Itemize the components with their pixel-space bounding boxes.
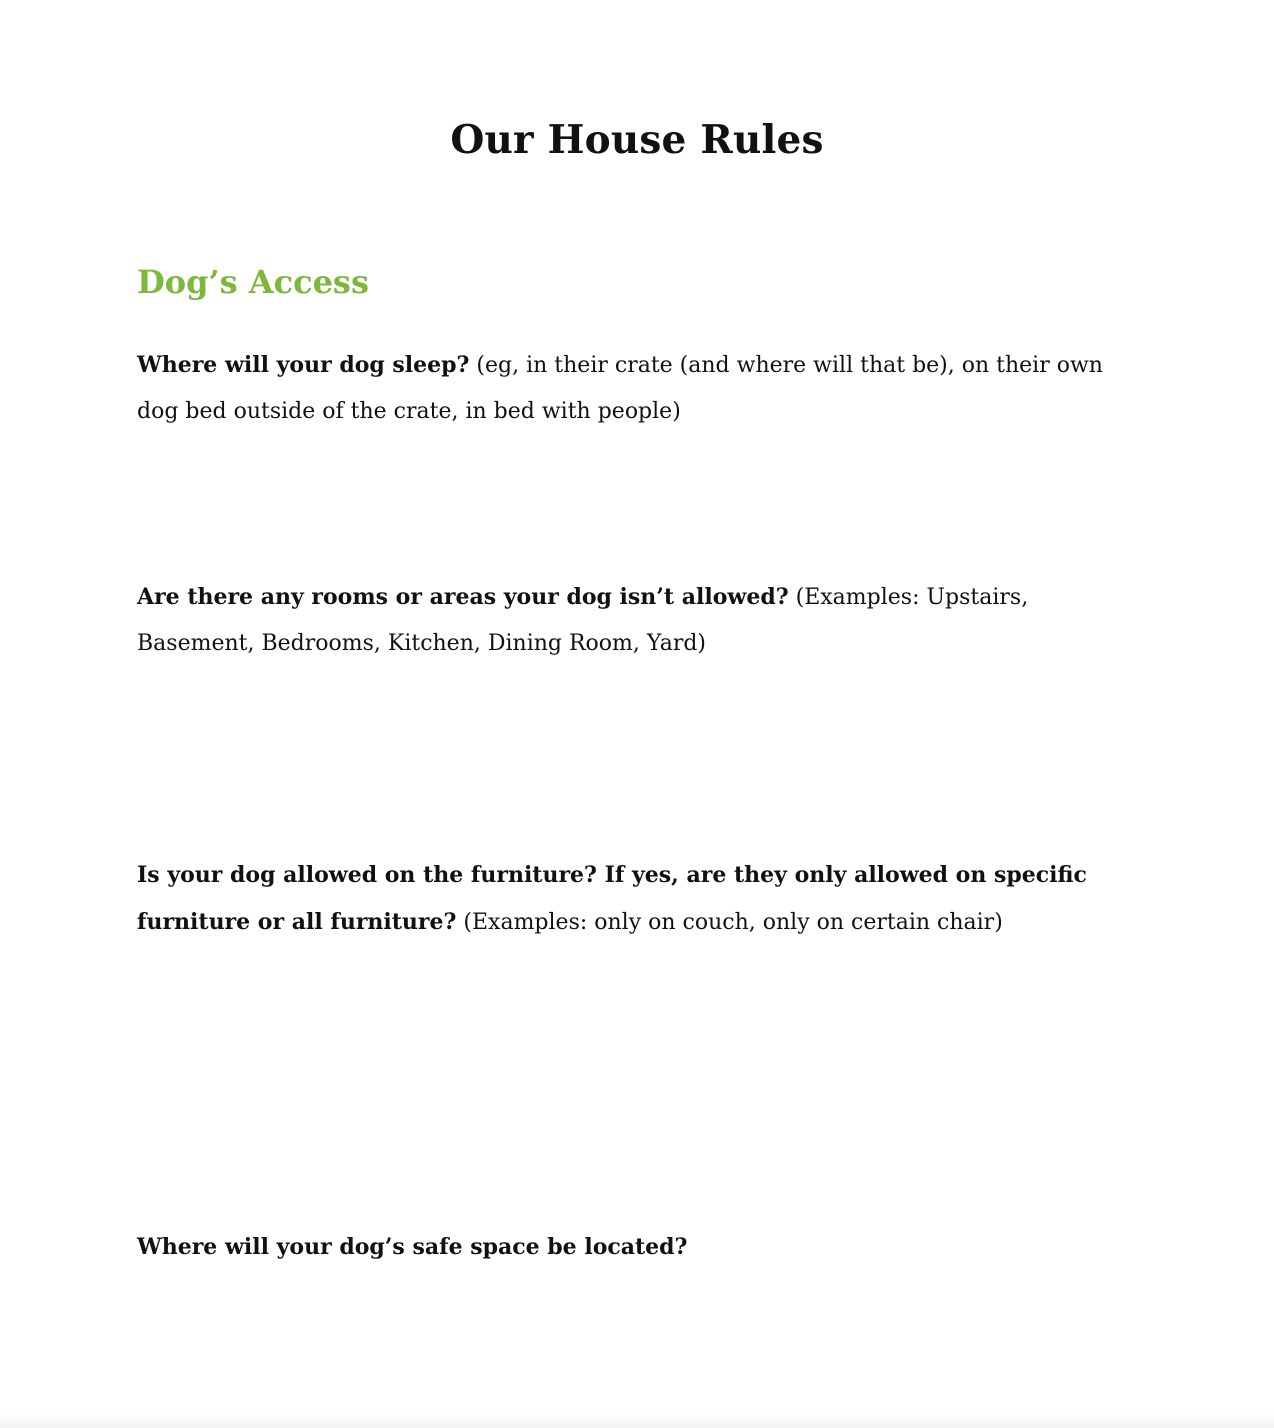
question-furniture [137,852,1137,946]
question-detail: (Examples: only on couch, only on certain chair) [456,910,1003,935]
question-text: Are there any rooms or areas your dog isn’t allowed? [137,584,789,610]
document-title: Our House Rules [450,117,824,163]
question-restricted-areas [137,574,1137,667]
page-bottom-edge [0,1414,1274,1428]
question-detail: (Examples: Upstairs, Basement, Bedrooms, Kitchen, Dining Room, Yard) [137,585,1029,656]
section-heading: Dog’s Access [137,263,369,301]
question-text: Is your dog allowed on the furniture? If yes, are they only allowed on specific furniture or all furniture? [137,862,1087,935]
question-text: Where will your dog sleep? [137,352,470,378]
question-text: Where will your dog’s safe space be located? [137,1234,688,1260]
question-detail: (eg, in their crate (and where will that be), on their own dog bed outside of the crate, in bed with people) [137,353,1103,424]
question-sleep [137,342,1137,435]
question-safe-space [137,1224,1137,1271]
